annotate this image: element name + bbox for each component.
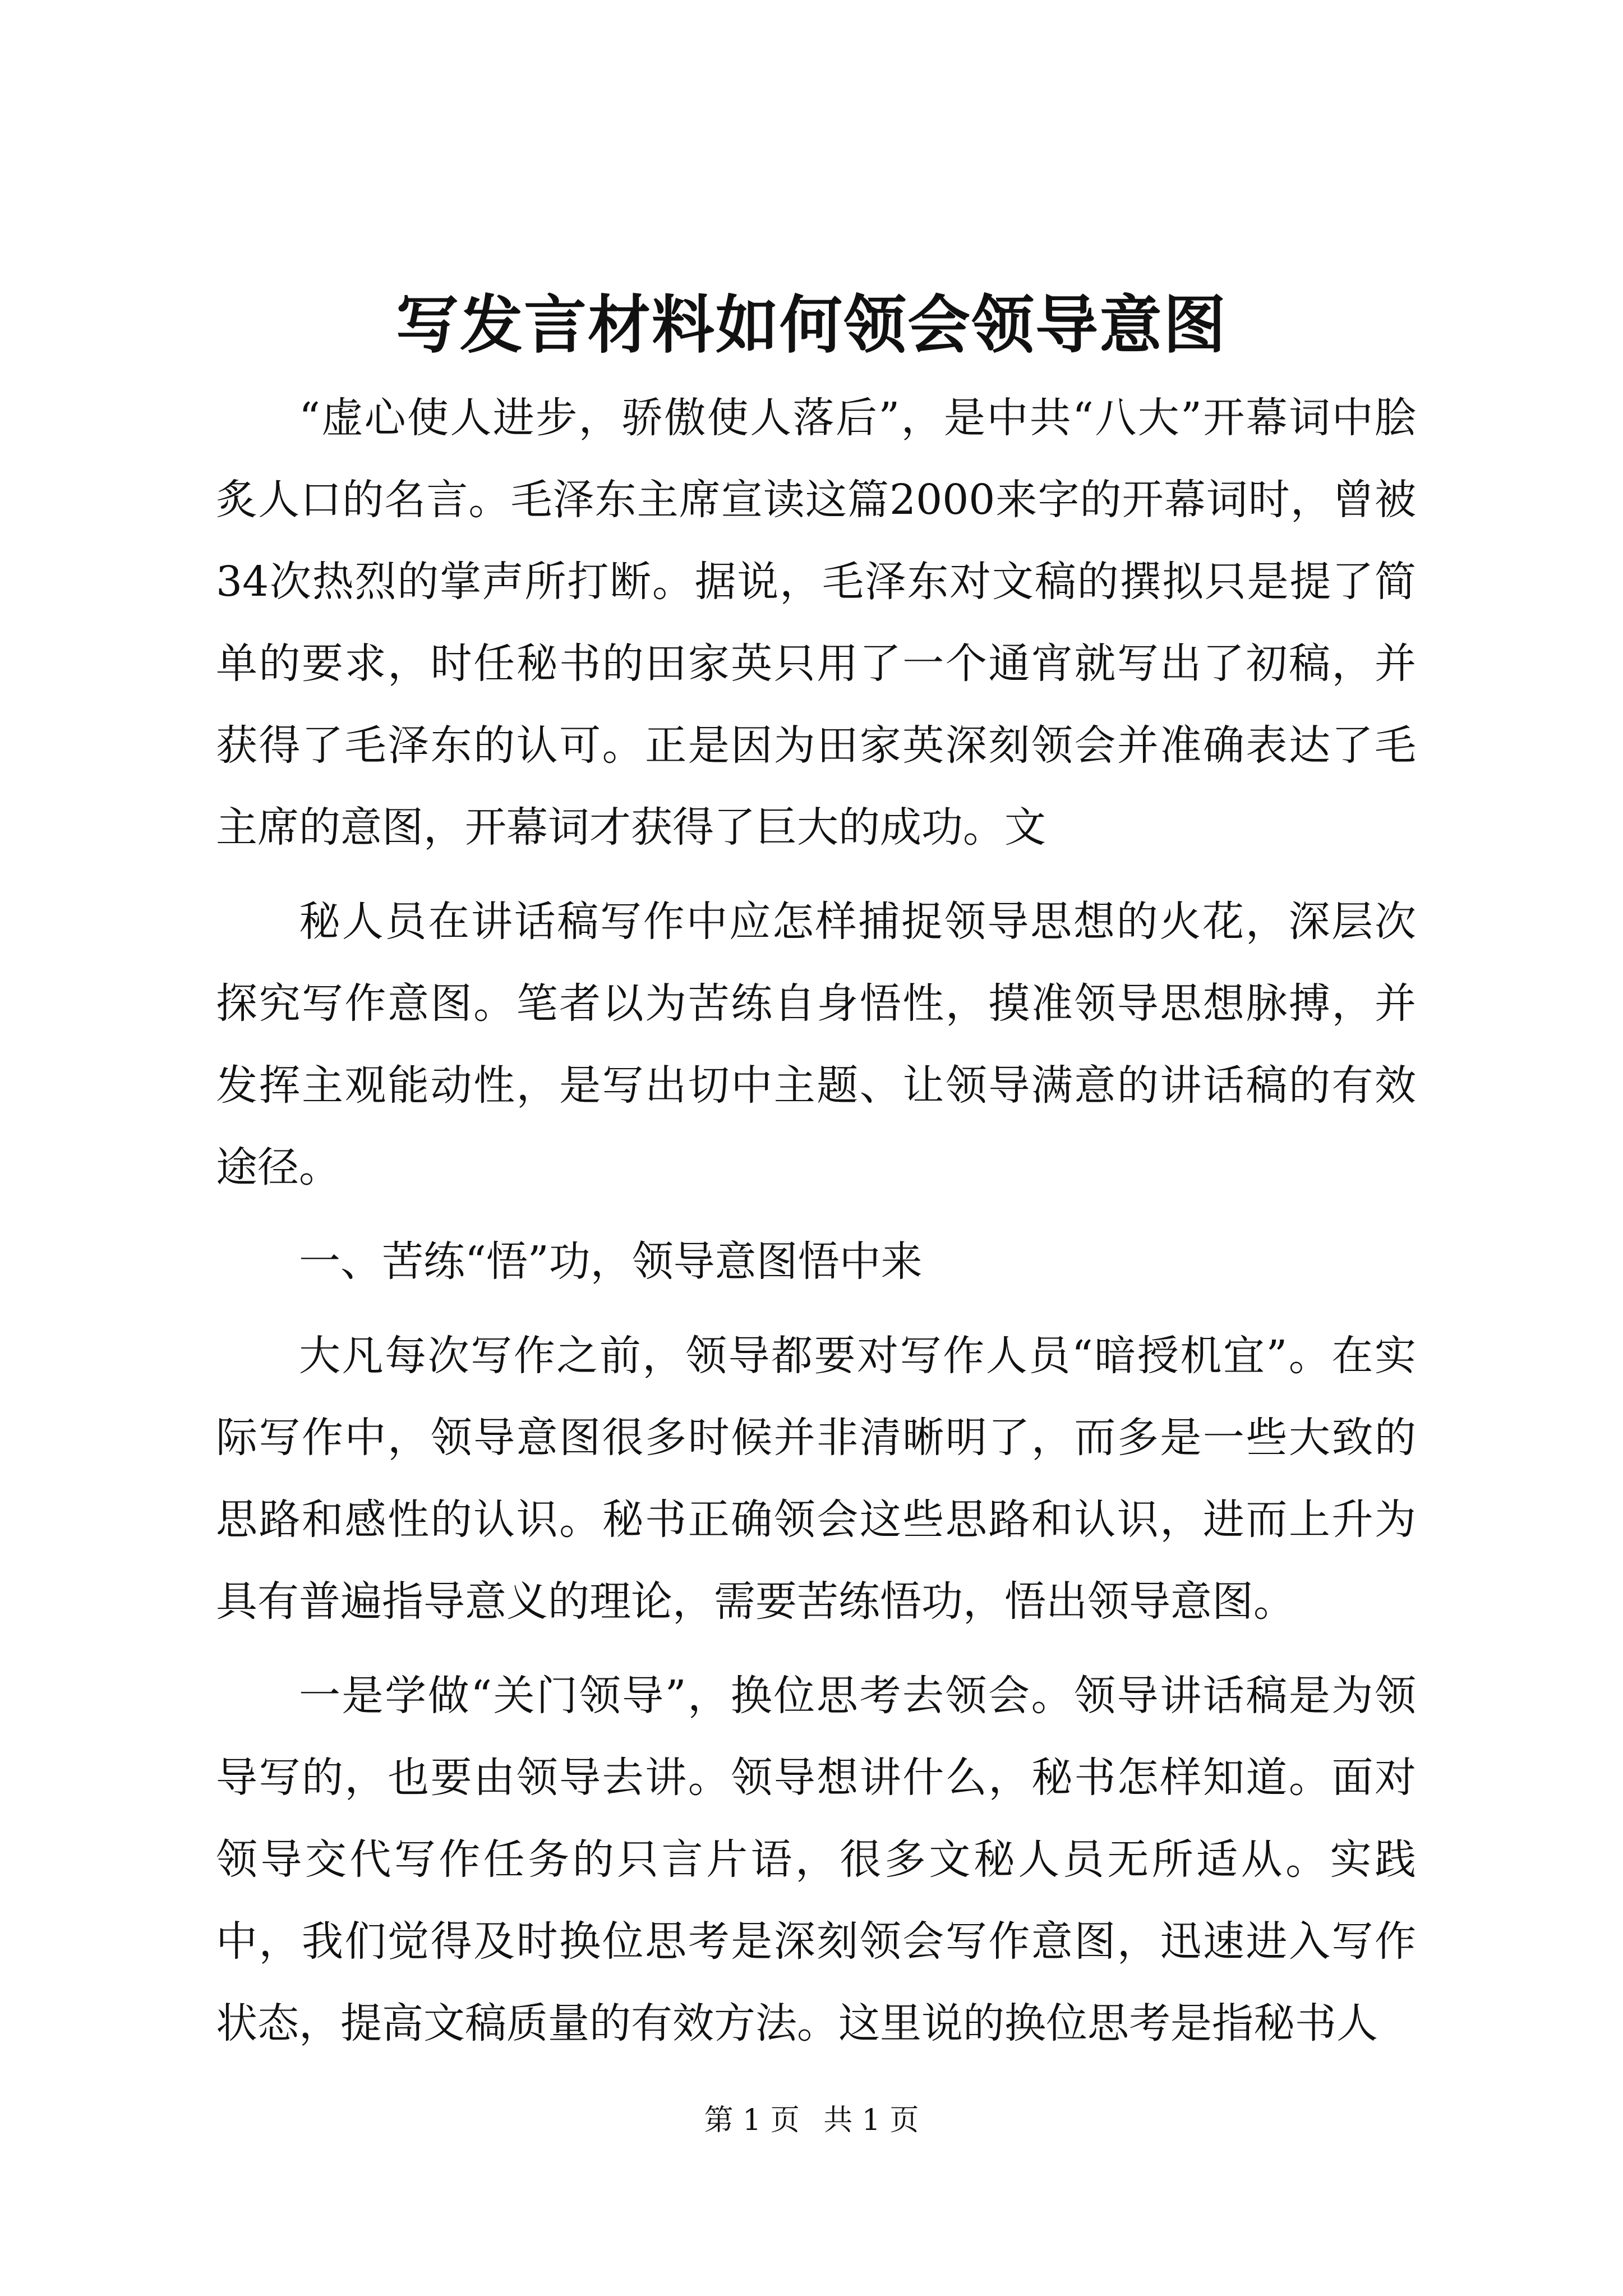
document-body [216,377,1416,2064]
paragraph-method: 秘人员在讲话稿写作中应怎样捕捉领导思想的火花，深层次探究写作意图。笔者以为苦练自身悟性，摸准领导思想脉搏，并发挥主观能动性，是写出切中主题、让领导满意的讲话稿的有效途径。 [216,898,1416,1191]
paragraph-instructions: 大凡每次写作之前，领导都要对写作人员“暗授机宜”。在实际写作中，领导意图很多时候并非清晰明了，而多是一些大致的思路和感性的认识。秘书正确领会这些思路和认识，进而上升为具有普遍指导意义的理论，需要苦练悟功，悟出领导意图。 [216,1332,1416,1626]
page-number-current: 第 1 页 [704,2104,800,2137]
page-number-total: 共 1 页 [823,2104,919,2137]
document-title: 写发言材料如何领会领导意图 [396,288,1227,362]
section-heading-1: 一、苦练“悟”功，领导意图悟中来 [299,1237,923,1286]
page-footer [0,2101,1623,2140]
paragraph-perspective: 一是学做“关门领导”，换位思考去领会。领导讲话稿是为领导写的，也要由领导去讲。领导想讲什么，秘书怎样知道。面对领导交代写作任务的只言片语，很多文秘人员无所适从。实践中，我们觉得及时换位思考是深刻领会写作意图，迅速进入写作状态，提高文稿质量的有效方法。这里说的换位思考是指秘书人 [216,1672,1416,2047]
paragraph-intro: “虚心使人进步，骄傲使人落后”，是中共“八大”开幕词中脍炙人口的名言。毛泽东主席宣读这篇2000来字的开幕词时，曾被34次热烈的掌声所打断。据说，毛泽东对文稿的撰拟只是提了简单的要求，时任秘书的田家英只用了一个通宵就写出了初稿，并获得了毛泽东的认可。正是因为田家英深刻领会并准确表达了毛主席的意图，开幕词才获得了巨大的成功。文 [216,394,1416,852]
